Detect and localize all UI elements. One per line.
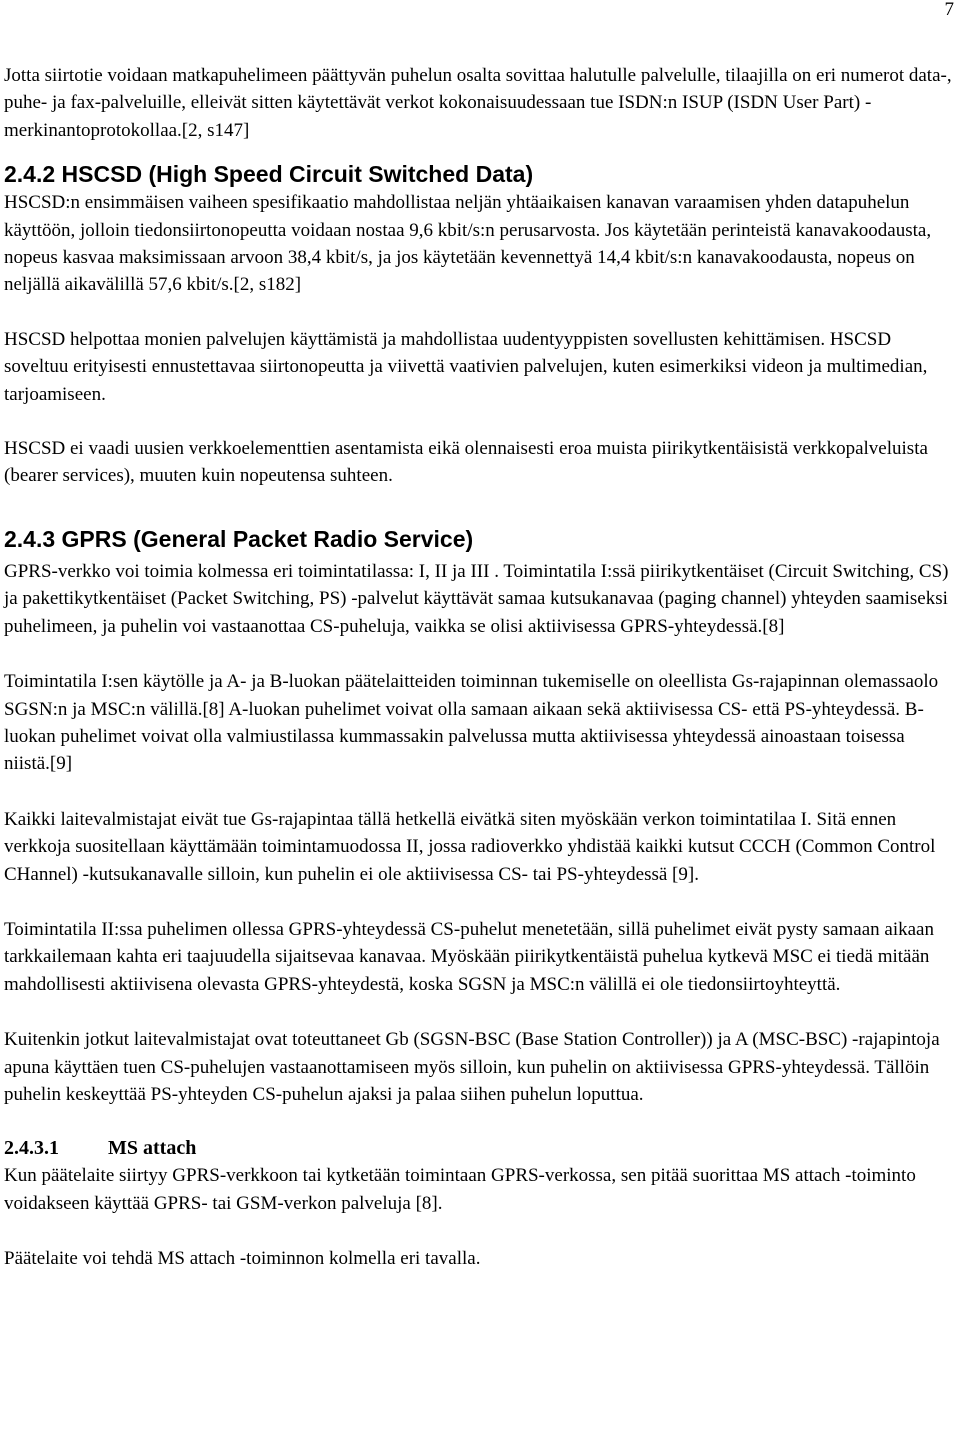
- page-number: 7: [944, 0, 954, 20]
- paragraph-hscsd-elements: HSCSD ei vaadi uusien verkkoelementtien asentamista eikä olennaisesti eroa muista piirikytkentäisistä verkkopalveluista (bearer services), muuten kuin nopeutensa suhteen.: [4, 438, 928, 487]
- paragraph-siirtotie: Jotta siirtotie voidaan matkapuhelimeen päättyvän puhelun osalta sovittaa halutulle palvelulle, tilaajilla on eri numerot data-, puhe- ja fax-palveluille, elleivät sitten käytettävät verkot kokonaisuudessaan tue ISDN:n ISUP (ISDN User Part) -merkinantoprotokollaa.[2, s147]: [4, 65, 952, 141]
- page-content: [4, 62, 954, 1273]
- paragraph-ms-attach-ways: Päätelaite voi tehdä MS attach -toiminnon kolmella eri tavalla.: [4, 1248, 481, 1270]
- heading-ms-attach-number: 2.4.3.1: [4, 1137, 59, 1160]
- heading-gprs: 2.4.3 GPRS (General Packet Radio Service): [4, 525, 474, 552]
- paragraph-gprs-modes: GPRS-verkko voi toimia kolmessa eri toimintatilassa: I, II ja III . Toimintatila I:ssä piirikytkentäiset (Circuit Switching, CS) ja pakettikytkentäiset (Packet Switching, PS) -palvelut käyttävät samaa kutsukanavaa (paging channel) yhteyden saamiseksi puhelimeen, ja puhelin voi vastaanottaa CS-puheluja, vaikka se olisi aktiivisessa GPRS-yhteydessä.[8]: [4, 560, 949, 637]
- paragraph-mode-two: Toimintatila II:ssa puhelimen ollessa GPRS-yhteydessä CS-puhelut menetetään, sillä puhelimet eivät pysty samaan aikaan tarkkailemaan kahta eri taajuudella sijaitsevaa kanavaa. Myöskään piirikytkentäistä puhelua kytkevä MSC ei tiedä mitään mahdollisesti aktiivisena olevasta GPRS-yhteydestä, koska SGSN ja MSC:n välillä ei ole tiedonsiirtoyhteyttä.: [4, 918, 934, 995]
- paragraph-mode-one: Toimintatila I:sen käytölle ja A- ja B-luokan päätelaitteiden toiminnan tukemiselle on oleellista Gs-rajapinnan olemassaolo SGSN:n ja MSC:n välillä.[8] A-luokan puhelimet voivat olla samaan aikaan sekä aktiivisessa CS- että PS-yhteydessä. B-luokan puhelimet voivat olla valmiustilassa kummassakin palvelussa mutta aktiivisessa yhteydessä ainoastaan toisessa niistä.[9]: [4, 671, 939, 775]
- paragraph-ms-attach: Kun päätelaite siirtyy GPRS-verkkoon tai kytketään toimintaan GPRS-verkossa, sen pitää suorittaa MS attach -toiminto voidakseen käyttää GPRS- tai GSM-verkon palveluja [8].: [4, 1165, 916, 1214]
- heading-ms-attach-title: MS attach: [108, 1137, 197, 1160]
- heading-ms-attach: [4, 1134, 954, 1162]
- paragraph-hscsd-benefits: HSCSD helpottaa monien palvelujen käyttämistä ja mahdollistaa uudentyyppisten sovellusten kehittämisen. HSCSD soveltuu erityisesti ennustettavaa siirtonopeutta ja viivettä vaativien palvelujen, kuten esimerkiksi videon ja multimedian, tarjoamiseen.: [4, 328, 928, 405]
- paragraph-gb-interface: Kuitenkin jotkut laitevalmistajat ovat toteuttaneet Gb (SGSN-BSC (Base Station Controller)) ja A (MSC-BSC) -rajapintoja apuna käyttäen tuen CS-puhelujen vastaanottamiseen myös silloin, kun puhelin on aktiivisessa GPRS-yhteydessä. Tällöin puhelin keskeyttää PS-yhteyden CS-puhelun ajaksi ja palaa siihen puhelun loputtua.: [4, 1029, 940, 1105]
- paragraph-hscsd-spec: HSCSD:n ensimmäisen vaiheen spesifikaatio mahdollistaa neljän yhtäaikaisen kanavan varaamisen yhden datapuhelun käyttöön, jolloin tiedonsiirtonopeutta voidaan nostaa 9,6 kbit/s:n perusarvosta. Jos käytetään perinteistä kanavakoodausta, nopeus kasvaa maksimissaan arvoon 38,4 kbit/s, ja jos käytetään kevennettyä 14,4 kbit/s:n kanavakoodausta, nopeus on neljällä aikavälillä 57,6 kbit/s.[2, s182]: [4, 192, 932, 296]
- heading-hscsd: 2.4.2 HSCSD (High Speed Circuit Switched Data): [4, 161, 534, 188]
- paragraph-manufacturers: Kaikki laitevalmistajat eivät tue Gs-rajapintaa tällä hetkellä eivätkä siten myöskään verkon toimintatilaa I. Sitä ennen verkkoja suositellaan käyttämään toimintamuodossa II, jossa radioverkko yhdistää kaikki kutsut CCCH (Common Control CHannel) -kutsukanavalle silloin, kun puhelin ei ole aktiivisessa CS- tai PS-yhteydessä [9].: [4, 808, 936, 885]
